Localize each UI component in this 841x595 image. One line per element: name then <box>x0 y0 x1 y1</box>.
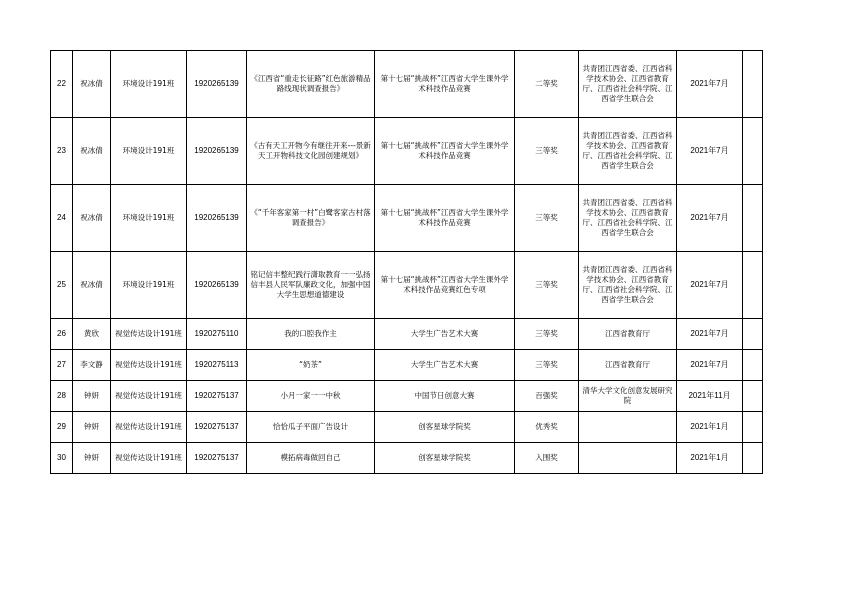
organizer-cell: 江西省教育厅 <box>579 319 677 350</box>
class-name-cell: 视觉传达设计191班 <box>111 381 187 412</box>
award-level-cell: 入围奖 <box>515 443 579 474</box>
table-row <box>51 381 763 412</box>
work-title-cell: 小月一家一一中秋 <box>247 381 375 412</box>
organizer-cell: 共青团江西省委、江西省科学技术协会、江西省教育厅、江西省社会科学院、江西省学生联合会 <box>579 252 677 319</box>
award-date-cell: 2021年7月 <box>677 51 743 118</box>
class-name-cell: 视觉传达设计191班 <box>111 412 187 443</box>
row-number-cell: 28 <box>51 381 73 412</box>
student-name-cell: 钟妍 <box>73 381 111 412</box>
award-level-cell: 百强奖 <box>515 381 579 412</box>
award-date-cell: 2021年1月 <box>677 412 743 443</box>
table-body <box>51 51 763 474</box>
student-name-cell: 黄欣 <box>73 319 111 350</box>
note-cell <box>743 412 763 443</box>
competition-name-cell: 中国节日创意大赛 <box>375 381 515 412</box>
row-number-cell: 25 <box>51 252 73 319</box>
row-number-cell: 27 <box>51 350 73 381</box>
note-cell <box>743 350 763 381</box>
student-id-cell: 1920275113 <box>187 350 247 381</box>
work-title-cell: 《“千年客家第一村”白鹭客家古村落调查报告》 <box>247 185 375 252</box>
award-date-cell: 2021年7月 <box>677 118 743 185</box>
award-level-cell: 三等奖 <box>515 185 579 252</box>
student-id-cell: 1920275110 <box>187 319 247 350</box>
student-id-cell: 1920265139 <box>187 185 247 252</box>
competition-name-cell: 大学生广告艺术大赛 <box>375 319 515 350</box>
class-name-cell: 环境设计191班 <box>111 252 187 319</box>
class-name-cell: 环境设计191班 <box>111 118 187 185</box>
student-name-cell: 祝冰倩 <box>73 185 111 252</box>
student-name-cell: 祝冰倩 <box>73 252 111 319</box>
row-number-cell: 23 <box>51 118 73 185</box>
student-id-cell: 1920265139 <box>187 118 247 185</box>
student-id-cell: 1920275137 <box>187 381 247 412</box>
organizer-cell: 共青团江西省委、江西省科学技术协会、江西省教育厅、江西省社会科学院、江西省学生联合会 <box>579 118 677 185</box>
competition-name-cell: 第十七届“挑战杯”江西省大学生课外学术科技作品竞赛红色专项 <box>375 252 515 319</box>
award-date-cell: 2021年7月 <box>677 252 743 319</box>
table-row <box>51 118 763 185</box>
student-name-cell: 祝冰倩 <box>73 118 111 185</box>
competition-name-cell: 创客星球学院奖 <box>375 412 515 443</box>
table-row <box>51 319 763 350</box>
work-title-cell: 《古有天工开物今有继往开来---景新天工开物科技文化园创建规划》 <box>247 118 375 185</box>
award-level-cell: 优秀奖 <box>515 412 579 443</box>
student-id-cell: 1920265139 <box>187 51 247 118</box>
award-level-cell: 二等奖 <box>515 51 579 118</box>
work-title-cell: 恰恰瓜子平面广告设计 <box>247 412 375 443</box>
work-title-cell: “奶茶” <box>247 350 375 381</box>
student-id-cell: 1920275137 <box>187 412 247 443</box>
competition-name-cell: 第十七届“挑战杯”江西省大学生课外学术科技作品竞赛 <box>375 118 515 185</box>
student-name-cell: 祝冰倩 <box>73 51 111 118</box>
competition-name-cell: 第十七届“挑战杯”江西省大学生课外学术科技作品竞赛 <box>375 185 515 252</box>
award-date-cell: 2021年7月 <box>677 319 743 350</box>
note-cell <box>743 319 763 350</box>
class-name-cell: 环境设计191班 <box>111 51 187 118</box>
award-level-cell: 三等奖 <box>515 319 579 350</box>
student-id-cell: 1920275137 <box>187 443 247 474</box>
table-row <box>51 185 763 252</box>
award-level-cell: 三等奖 <box>515 118 579 185</box>
row-number-cell: 24 <box>51 185 73 252</box>
award-level-cell: 三等奖 <box>515 252 579 319</box>
table-row <box>51 252 763 319</box>
competition-name-cell: 创客星球学院奖 <box>375 443 515 474</box>
competition-name-cell: 大学生广告艺术大赛 <box>375 350 515 381</box>
student-name-cell: 钟妍 <box>73 443 111 474</box>
note-cell <box>743 252 763 319</box>
organizer-cell: 共青团江西省委、江西省科学技术协会、江西省教育厅、江西省社会科学院、江西省学生联合会 <box>579 185 677 252</box>
row-number-cell: 26 <box>51 319 73 350</box>
work-title-cell: 铭记信丰整纪践行潇取教育一一弘扬信丰县人民军队廉政文化，加强中国大学生思想道德建设 <box>247 252 375 319</box>
note-cell <box>743 381 763 412</box>
table-row <box>51 51 763 118</box>
class-name-cell: 视觉传达设计191班 <box>111 350 187 381</box>
award-date-cell: 2021年11月 <box>677 381 743 412</box>
row-number-cell: 22 <box>51 51 73 118</box>
student-name-cell: 钟妍 <box>73 412 111 443</box>
table-row <box>51 412 763 443</box>
table-row <box>51 443 763 474</box>
student-name-cell: 李文静 <box>73 350 111 381</box>
organizer-cell: 共青团江西省委、江西省科学技术协会、江西省教育厅、江西省社会科学院、江西省学生联合会 <box>579 51 677 118</box>
note-cell <box>743 118 763 185</box>
award-level-cell: 三等奖 <box>515 350 579 381</box>
note-cell <box>743 51 763 118</box>
organizer-cell <box>579 443 677 474</box>
award-date-cell: 2021年1月 <box>677 443 743 474</box>
work-title-cell: 《江西省“重走长征路”红色旅游精品路线现状调查报告》 <box>247 51 375 118</box>
work-title-cell: 模拓病毒做回自己 <box>247 443 375 474</box>
work-title-cell: 我的口腔我作主 <box>247 319 375 350</box>
note-cell <box>743 185 763 252</box>
class-name-cell: 视觉传达设计191班 <box>111 319 187 350</box>
note-cell <box>743 443 763 474</box>
row-number-cell: 30 <box>51 443 73 474</box>
award-date-cell: 2021年7月 <box>677 185 743 252</box>
student-id-cell: 1920265139 <box>187 252 247 319</box>
awards-table <box>50 50 763 474</box>
award-date-cell: 2021年7月 <box>677 350 743 381</box>
organizer-cell <box>579 412 677 443</box>
organizer-cell: 清华大学文化创意发展研究院 <box>579 381 677 412</box>
row-number-cell: 29 <box>51 412 73 443</box>
organizer-cell: 江西省教育厅 <box>579 350 677 381</box>
competition-name-cell: 第十七届“挑战杯”江西省大学生课外学术科技作品竞赛 <box>375 51 515 118</box>
class-name-cell: 视觉传达设计191班 <box>111 443 187 474</box>
table-row <box>51 350 763 381</box>
class-name-cell: 环境设计191班 <box>111 185 187 252</box>
